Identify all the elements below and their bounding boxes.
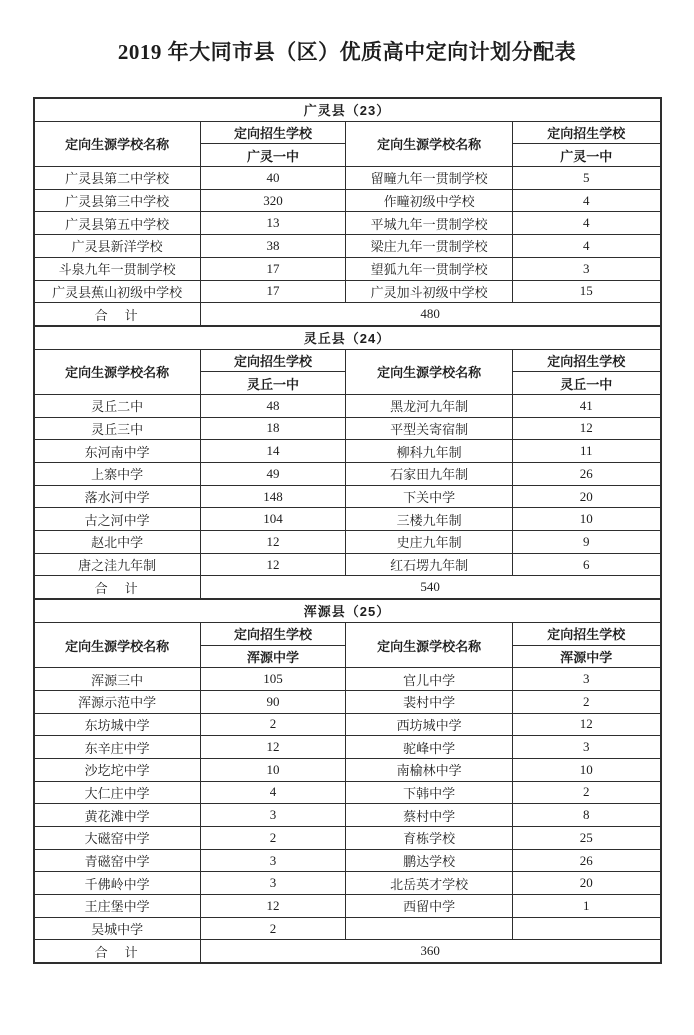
source-school-cell: 望狐九年一贯制学校 [346,257,513,280]
source-school-cell: 上寨中学 [34,463,201,486]
target-school-name: 广灵一中 [513,144,661,167]
quota-cell: 6 [513,553,661,576]
quota-cell: 104 [200,508,345,531]
source-school-cell: 灵丘二中 [34,394,201,417]
quota-cell: 13 [200,212,345,235]
source-school-cell [346,917,513,940]
quota-cell: 17 [200,280,345,303]
source-school-cell: 沙圪坨中学 [34,758,201,781]
quota-cell: 17 [200,257,345,280]
target-school-name: 浑源中学 [200,645,345,668]
source-school-column-header: 定向生源学校名称 [346,622,513,667]
column-header-row-1 [34,622,661,645]
quota-cell: 105 [200,668,345,691]
table-row [34,849,661,872]
quota-cell: 320 [200,189,345,212]
quota-cell: 3 [200,849,345,872]
source-school-cell: 落水河中学 [34,485,201,508]
quota-cell: 18 [200,417,345,440]
quota-cell [513,917,661,940]
quota-cell: 4 [200,781,345,804]
quota-cell: 26 [513,463,661,486]
quota-cell: 1 [513,895,661,918]
table-row [34,508,661,531]
source-school-cell: 黑龙河九年制 [346,394,513,417]
quota-cell: 15 [513,280,661,303]
source-school-cell: 北岳英才学校 [346,872,513,895]
source-school-cell: 留疃九年一贯制学校 [346,167,513,190]
quota-cell: 10 [513,508,661,531]
table-row [34,167,661,190]
source-school-cell: 千佛岭中学 [34,872,201,895]
quota-cell: 12 [513,417,661,440]
table-row [34,668,661,691]
table-row [34,804,661,827]
quota-cell: 90 [200,690,345,713]
quota-cell: 40 [200,167,345,190]
quota-cell: 12 [200,553,345,576]
allocation-table [33,97,662,964]
source-school-column-header: 定向生源学校名称 [34,121,201,166]
source-school-cell: 大磁窑中学 [34,827,201,850]
source-school-cell: 石家田九年制 [346,463,513,486]
source-school-cell: 东河南中学 [34,440,201,463]
source-school-column-header: 定向生源学校名称 [346,349,513,394]
source-school-cell: 驼峰中学 [346,736,513,759]
quota-cell: 10 [200,758,345,781]
total-value-cell: 540 [200,576,660,599]
source-school-cell: 黄花滩中学 [34,804,201,827]
table-row [34,235,661,258]
source-school-cell: 吴城中学 [34,917,201,940]
source-school-cell: 红石塄九年制 [346,553,513,576]
source-school-cell: 广灵县第二中学校 [34,167,201,190]
source-school-cell: 广灵县第五中学校 [34,212,201,235]
quota-cell: 48 [200,394,345,417]
total-label-cell: 合 计 [34,576,201,599]
quota-cell: 12 [200,895,345,918]
quota-cell: 12 [200,531,345,554]
source-school-cell: 广灵加斗初级中学校 [346,280,513,303]
quota-cell: 3 [513,736,661,759]
column-header-row-1 [34,121,661,144]
quota-cell: 3 [513,668,661,691]
section-title-row [34,599,661,622]
total-row [34,576,661,599]
quota-cell: 4 [513,235,661,258]
source-school-cell: 斗泉九年一贯制学校 [34,257,201,280]
source-school-cell: 梁庄九年一贯制学校 [346,235,513,258]
section-title-row [34,326,661,349]
document-page [0,36,694,1035]
table-row [34,781,661,804]
source-school-cell: 东辛庄中学 [34,736,201,759]
source-school-cell: 西坊城中学 [346,713,513,736]
source-school-cell: 平城九年一贯制学校 [346,212,513,235]
target-school-column-header: 定向招生学校 [200,622,345,645]
table-row [34,553,661,576]
quota-cell: 14 [200,440,345,463]
quota-cell: 4 [513,189,661,212]
source-school-cell: 灵丘三中 [34,417,201,440]
quota-cell: 41 [513,394,661,417]
source-school-cell: 古之河中学 [34,508,201,531]
source-school-cell: 浑源三中 [34,668,201,691]
total-label-cell: 合 计 [34,303,201,326]
table-row [34,690,661,713]
table-row [34,827,661,850]
quota-cell: 11 [513,440,661,463]
quota-cell: 10 [513,758,661,781]
source-school-cell: 南榆林中学 [346,758,513,781]
source-school-cell: 下韩中学 [346,781,513,804]
source-school-cell: 柳科九年制 [346,440,513,463]
quota-cell: 12 [200,736,345,759]
table-row [34,531,661,554]
total-value-cell: 480 [200,303,660,326]
section-title-row [34,98,661,121]
target-school-column-header: 定向招生学校 [513,121,661,144]
table-row [34,917,661,940]
quota-cell: 25 [513,827,661,850]
target-school-column-header: 定向招生学校 [200,349,345,372]
source-school-cell: 裴村中学 [346,690,513,713]
source-school-cell: 浑源示范中学 [34,690,201,713]
target-school-name: 灵丘一中 [200,372,345,395]
quota-cell: 3 [513,257,661,280]
quota-cell: 148 [200,485,345,508]
total-value-cell: 360 [200,940,660,963]
source-school-cell: 东坊城中学 [34,713,201,736]
source-school-cell: 下关中学 [346,485,513,508]
table-row [34,417,661,440]
section-title: 灵丘县（24） [34,326,661,349]
target-school-column-header: 定向招生学校 [200,121,345,144]
table-row [34,713,661,736]
quota-cell: 5 [513,167,661,190]
allocation-table-body [34,98,661,963]
table-row [34,189,661,212]
source-school-cell: 鹏达学校 [346,849,513,872]
target-school-name: 浑源中学 [513,645,661,668]
table-row [34,872,661,895]
source-school-cell: 三楼九年制 [346,508,513,531]
source-school-cell: 广灵县新洋学校 [34,235,201,258]
table-row [34,280,661,303]
source-school-cell: 唐之洼九年制 [34,553,201,576]
quota-cell: 3 [200,804,345,827]
source-school-cell: 平型关寄宿制 [346,417,513,440]
source-school-cell: 官儿中学 [346,668,513,691]
source-school-cell: 广灵县蕉山初级中学校 [34,280,201,303]
quota-cell: 2 [200,917,345,940]
table-row [34,463,661,486]
quota-cell: 20 [513,872,661,895]
table-row [34,257,661,280]
source-school-cell: 青磁窑中学 [34,849,201,872]
table-row [34,736,661,759]
source-school-cell: 作疃初级中学校 [346,189,513,212]
quota-cell: 2 [513,781,661,804]
quota-cell: 49 [200,463,345,486]
source-school-column-header: 定向生源学校名称 [346,121,513,166]
source-school-column-header: 定向生源学校名称 [34,622,201,667]
table-row [34,212,661,235]
source-school-cell: 赵北中学 [34,531,201,554]
quota-cell: 2 [200,713,345,736]
target-school-name: 灵丘一中 [513,372,661,395]
source-school-cell: 大仁庄中学 [34,781,201,804]
total-row [34,940,661,963]
quota-cell: 38 [200,235,345,258]
page-title: 2019 年大同市县（区）优质高中定向计划分配表 [117,40,577,64]
total-row [34,303,661,326]
target-school-name: 广灵一中 [200,144,345,167]
source-school-column-header: 定向生源学校名称 [34,349,201,394]
quota-cell: 2 [200,827,345,850]
source-school-cell: 史庄九年制 [346,531,513,554]
section-title: 浑源县（25） [34,599,661,622]
source-school-cell: 蔡村中学 [346,804,513,827]
table-row [34,394,661,417]
quota-cell: 9 [513,531,661,554]
table-row [34,440,661,463]
quota-cell: 3 [200,872,345,895]
table-row [34,758,661,781]
target-school-column-header: 定向招生学校 [513,349,661,372]
table-row [34,485,661,508]
target-school-column-header: 定向招生学校 [513,622,661,645]
quota-cell: 2 [513,690,661,713]
source-school-cell: 西留中学 [346,895,513,918]
source-school-cell: 育栋学校 [346,827,513,850]
quota-cell: 8 [513,804,661,827]
source-school-cell: 王庄堡中学 [34,895,201,918]
column-header-row-1 [34,349,661,372]
quota-cell: 26 [513,849,661,872]
section-title: 广灵县（23） [34,98,661,121]
quota-cell: 12 [513,713,661,736]
quota-cell: 20 [513,485,661,508]
table-row [34,895,661,918]
total-label-cell: 合 计 [34,940,201,963]
source-school-cell: 广灵县第三中学校 [34,189,201,212]
quota-cell: 4 [513,212,661,235]
